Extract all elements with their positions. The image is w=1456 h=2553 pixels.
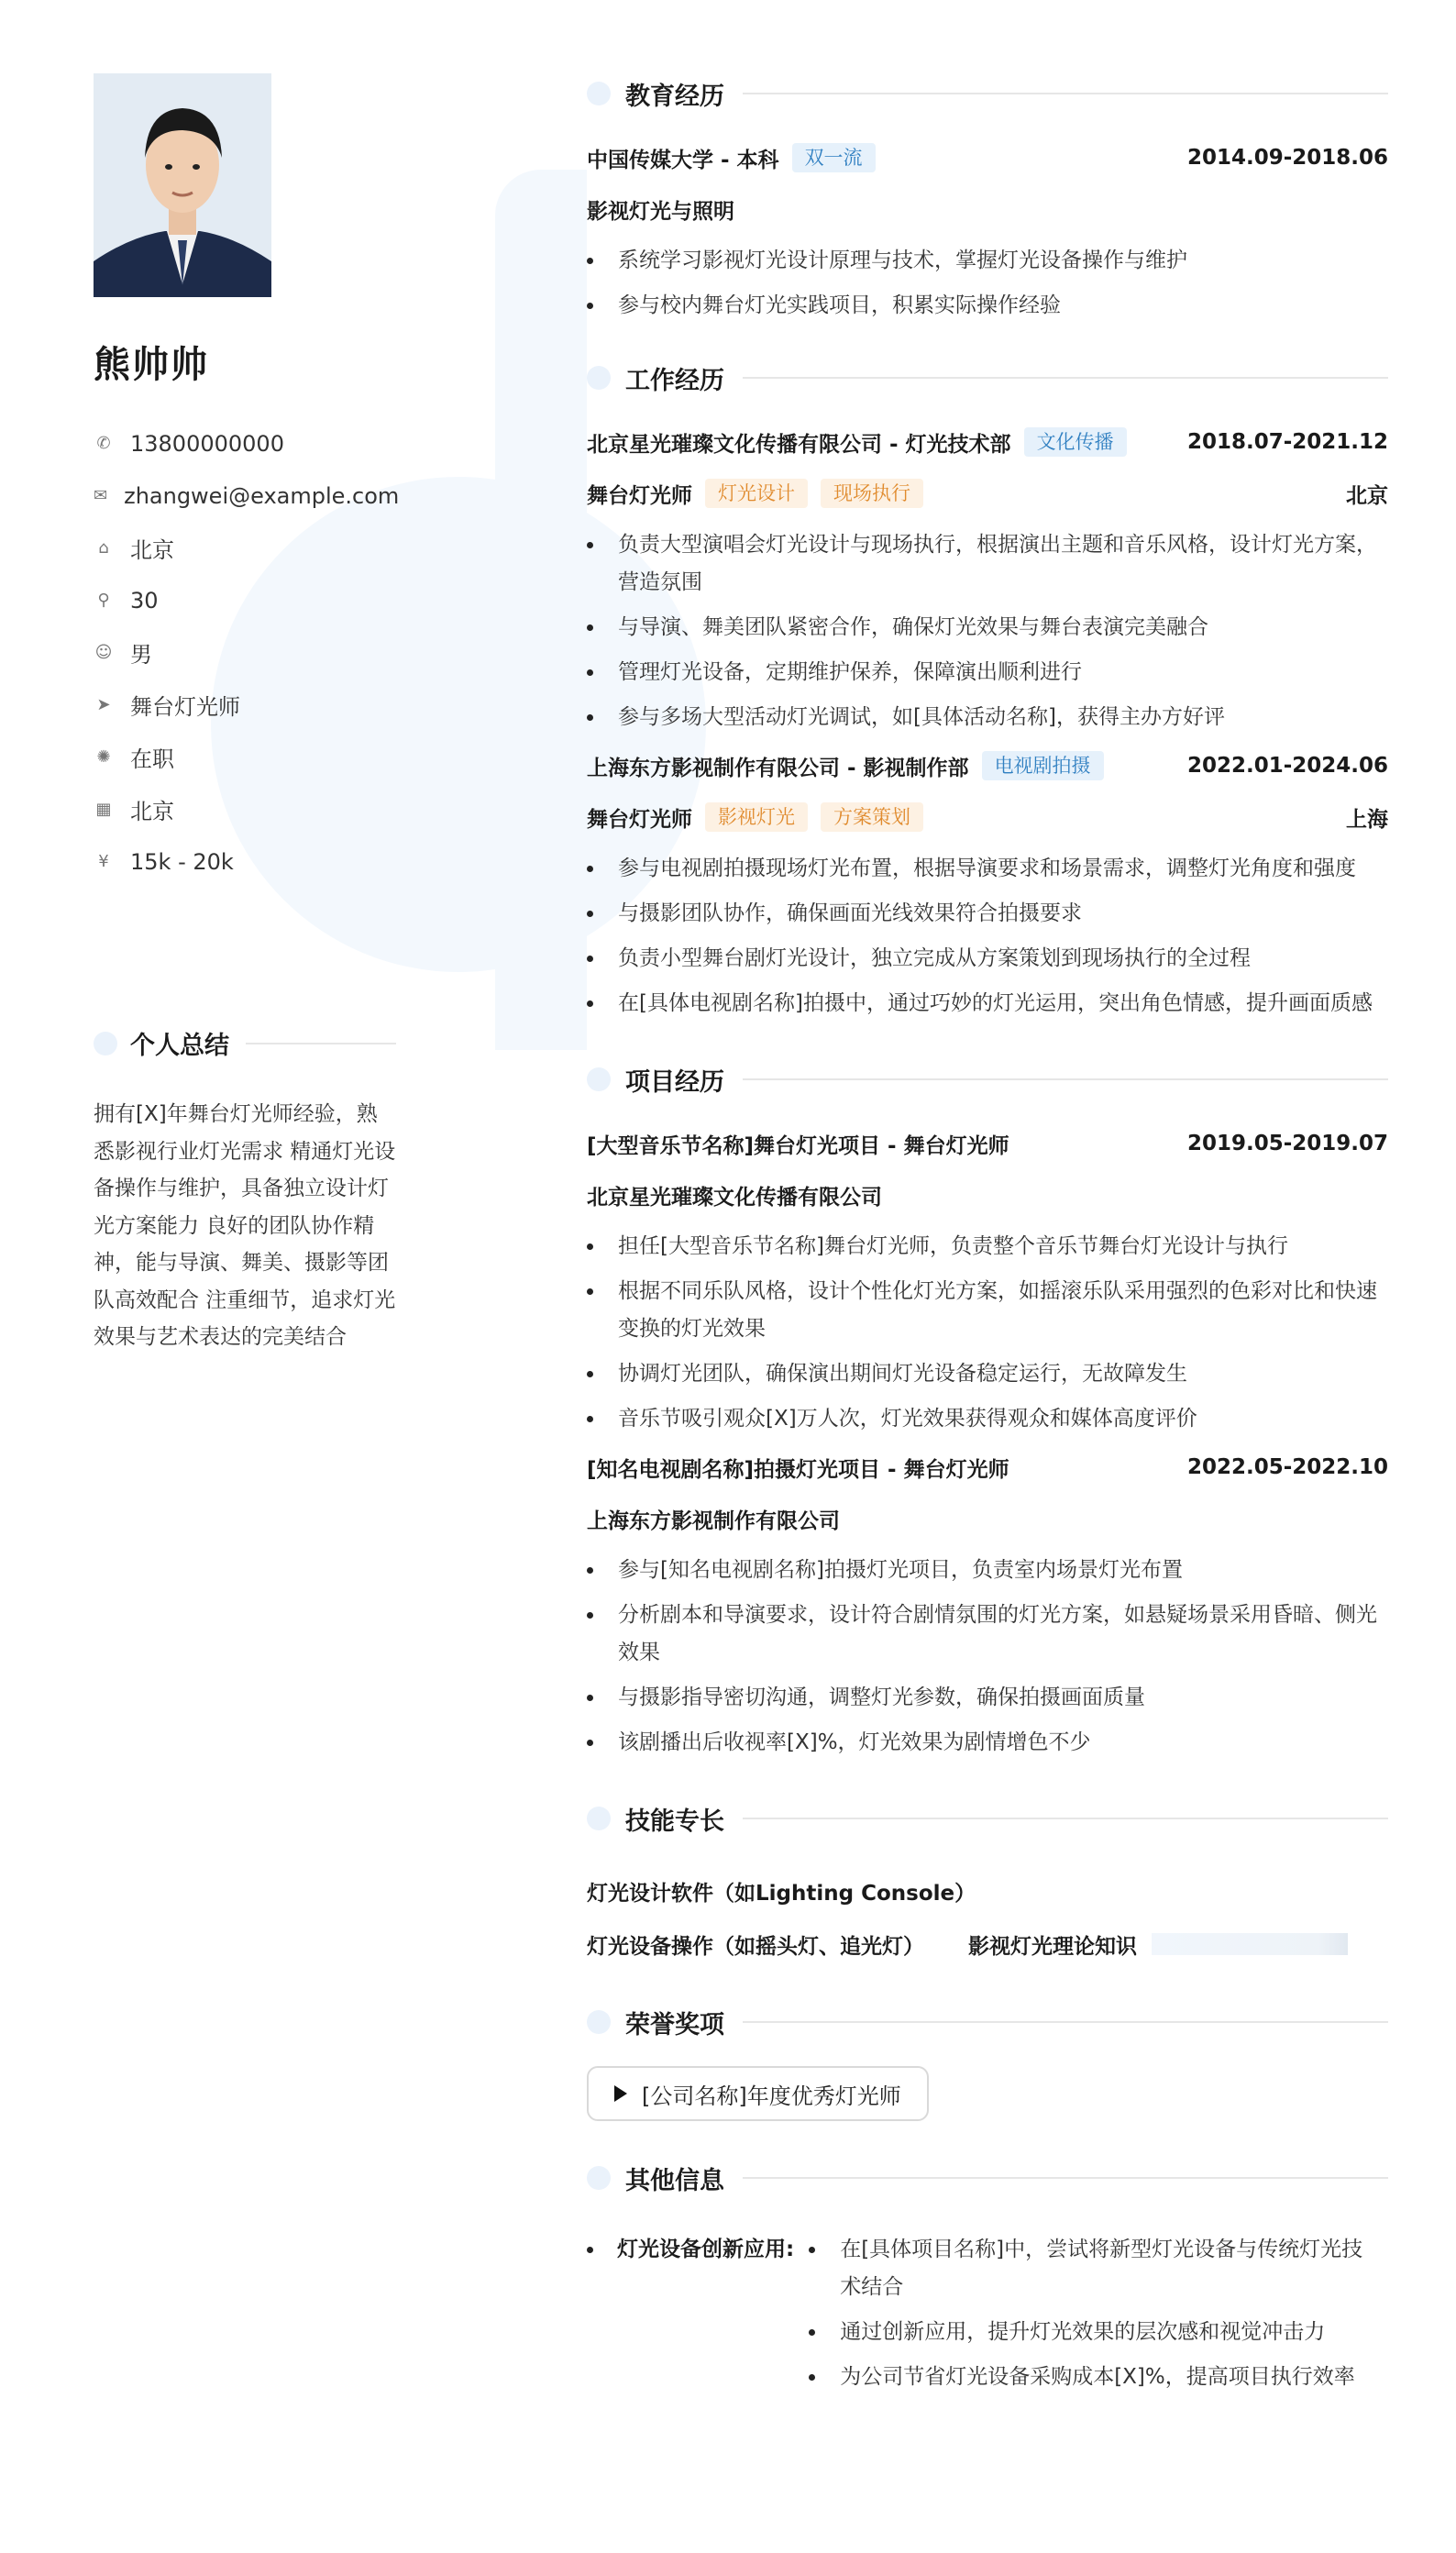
section-divider xyxy=(743,1078,1388,1080)
skill-tag: 现场执行 xyxy=(821,479,923,508)
project-header xyxy=(587,1451,1388,1484)
list-item: 该剧播出后收视率[X]%，灯光效果为剧情增色不少 xyxy=(587,1724,1388,1762)
section-dot-icon xyxy=(94,1032,117,1055)
main-content xyxy=(587,73,1388,2404)
company-name: 上海东方影视制作有限公司 - 影视制作部 xyxy=(587,756,969,780)
info-position: ➤ 舞台灯光师 xyxy=(94,679,396,731)
project-header xyxy=(587,1127,1388,1160)
candidate-name: 熊帅帅 xyxy=(94,344,209,386)
section-divider xyxy=(246,1043,396,1044)
company-name: 北京星光璀璨文化传播有限公司 - 灯光技术部 xyxy=(587,432,1011,457)
honor-item-toggle[interactable]: [公司名称]年度优秀灯光师 xyxy=(587,2066,929,2121)
section-divider xyxy=(743,2177,1388,2179)
list-item: 根据不同乐队风格，设计个性化灯光方案，如摇滚乐队采用强烈的色彩对比和快速变换的灯光效果 xyxy=(587,1273,1388,1348)
phone-icon: ✆ xyxy=(96,434,111,453)
skill-item: 灯光设计软件（如Lighting Console） xyxy=(587,1881,976,1906)
info-gender: ☺ 男 xyxy=(94,642,152,668)
gender-icon: ☺ xyxy=(94,643,113,662)
industry-tag: 文化传播 xyxy=(1024,427,1127,457)
list-item: 管理灯光设备，定期维护保养，保障演出顺利进行 xyxy=(587,654,1388,691)
education-major-row xyxy=(587,193,1388,226)
list-item: 分析剧本和导演要求，设计符合剧情氛围的灯光方案，如悬疑场景采用昏暗、侧光效果 xyxy=(587,1597,1388,1672)
section-dot-icon xyxy=(587,82,611,105)
list-item: 参与[知名电视剧名称]拍摄灯光项目，负责室内场景灯光布置 xyxy=(587,1552,1388,1589)
job-city: 北京 xyxy=(1346,483,1388,508)
education-date: 2014.09-2018.06 xyxy=(1186,146,1388,170)
info-location: ⌂ 北京 xyxy=(94,522,396,574)
skill-item: 影视灯光理论知识 xyxy=(968,1934,1137,1959)
section-divider xyxy=(743,93,1388,94)
list-item: 在[具体项目名称]中，尝试将新型灯光设备与传统灯光技术结合 xyxy=(809,2231,1377,2306)
info-age: ⚲ 30 xyxy=(94,574,396,626)
section-divider xyxy=(743,377,1388,379)
other-section-title: 其他信息 xyxy=(587,2158,1388,2198)
other-bullets xyxy=(809,2231,1377,2404)
project-date: 2019.05-2019.07 xyxy=(1186,1132,1388,1155)
section-dot-icon xyxy=(587,2166,611,2190)
school-tag: 双一流 xyxy=(792,143,876,172)
info-city: ▦ 北京 xyxy=(94,783,396,835)
play-triangle-icon xyxy=(614,2085,627,2102)
list-item: 与摄影指导密切沟通，调整灯光参数，确保拍摄画面质量 xyxy=(587,1679,1388,1717)
info-salary: ¥ 15k - 20k xyxy=(94,835,396,888)
project-org-row xyxy=(587,1502,1388,1535)
skills-section-title: 技能专长 xyxy=(587,1798,1388,1839)
list-item: 通过创新应用，提升灯光效果的层次感和视觉冲击力 xyxy=(809,2314,1377,2351)
project-bullets xyxy=(587,1552,1388,1762)
summary-section-title: 个人总结 xyxy=(94,1025,396,1061)
school-name: 中国传媒大学 - 本科 xyxy=(587,148,779,172)
contact-info-list xyxy=(94,417,400,888)
project-org: 北京星光璀璨文化传播有限公司 xyxy=(587,1185,882,1210)
project-bullets xyxy=(587,1228,1388,1438)
list-item: 参与电视剧拍摄现场灯光布置，根据导演要求和场景需求，调整灯光角度和强度 xyxy=(587,850,1388,888)
list-item: 与摄影团队协作，确保画面光线效果符合拍摄要求 xyxy=(587,895,1388,933)
education-bullets xyxy=(587,242,1388,325)
job-bullets xyxy=(587,850,1388,1022)
list-item: 与导演、舞美团队紧密合作，确保灯光效果与舞台表演完美融合 xyxy=(587,609,1388,647)
education-header xyxy=(587,141,1388,174)
job-date: 2018.07-2021.12 xyxy=(1186,430,1388,454)
project-date: 2022.05-2022.10 xyxy=(1186,1455,1388,1479)
home-icon: ⌂ xyxy=(98,538,109,558)
section-dot-icon xyxy=(587,1067,611,1091)
job-role: 舞台灯光师 xyxy=(587,483,692,508)
project-org-row xyxy=(587,1178,1388,1211)
summary-text: 拥有[X]年舞台灯光师经验，熟悉影视行业灯光需求 精通灯光设备操作与维护，具备独立设计灯光方案能力 良好的团队协作精神，能与导演、舞美、摄影等团队高效配合 注重细节，追求灯光效果与艺术表达的完美结合 xyxy=(94,1102,396,1349)
age-icon: ⚲ xyxy=(97,591,110,610)
job-header xyxy=(587,426,1388,459)
background-block xyxy=(495,170,587,1050)
list-item: 担任[大型音乐节名称]舞台灯光师，负责整个音乐节舞台灯光设计与执行 xyxy=(587,1228,1388,1265)
skill-tag: 方案策划 xyxy=(821,802,923,832)
skill-tag: 灯光设计 xyxy=(705,479,808,508)
info-phone: ✆ 13800000000 xyxy=(94,417,396,470)
work-section-title: 工作经历 xyxy=(587,358,1388,398)
salary-icon: ¥ xyxy=(98,852,109,871)
honors-section-title: 荣誉奖项 xyxy=(587,2002,1388,2042)
projects-section-title: 项目经历 xyxy=(587,1059,1388,1100)
info-email: ✉ zhangwei@example.com xyxy=(94,482,400,509)
skill-item: 灯光设备操作（如摇头灯、追光灯） xyxy=(587,1934,924,1959)
job-role-row xyxy=(587,801,1388,834)
section-dot-icon xyxy=(587,2010,611,2034)
skills-list xyxy=(587,1864,1388,1971)
status-icon: ✺ xyxy=(96,747,111,767)
job-header xyxy=(587,749,1388,782)
section-divider xyxy=(743,1818,1388,1819)
list-item: 协调灯光团队，确保演出期间灯光设备稳定运行，无故障发生 xyxy=(587,1355,1388,1393)
skill-level-bar xyxy=(1152,1918,1348,1971)
job-role-row xyxy=(587,477,1388,510)
job-city: 上海 xyxy=(1346,807,1388,832)
education-section-title: 教育经历 xyxy=(587,73,1388,114)
email-icon: ✉ xyxy=(94,486,108,505)
list-item: 在[具体电视剧名称]拍摄中，通过巧妙的灯光运用，突出角色情感，提升画面质感 xyxy=(587,985,1388,1022)
list-item: 参与校内舞台灯光实践项目，积累实际操作经验 xyxy=(587,287,1388,325)
city-icon: ▦ xyxy=(95,800,112,819)
avatar xyxy=(94,73,271,297)
bullet-icon xyxy=(587,2247,593,2253)
list-item: 负责大型演唱会灯光设计与现场执行，根据演出主题和音乐风格，设计灯光方案，营造氛围 xyxy=(587,526,1388,602)
major: 影视灯光与照明 xyxy=(587,199,734,224)
list-item: 系统学习影视灯光设计原理与技术，掌握灯光设备操作与维护 xyxy=(587,242,1388,280)
skill-tag: 影视灯光 xyxy=(705,802,808,832)
job-bullets xyxy=(587,526,1388,736)
industry-tag: 电视剧拍摄 xyxy=(982,751,1104,780)
sidebar xyxy=(94,73,400,1356)
list-item: 音乐节吸引观众[X]万人次，灯光效果获得观众和媒体高度评价 xyxy=(587,1400,1388,1438)
section-dot-icon xyxy=(587,366,611,390)
job-role: 舞台灯光师 xyxy=(587,807,692,832)
position-icon: ➤ xyxy=(96,695,111,714)
section-dot-icon xyxy=(587,1807,611,1830)
project-name: [知名电视剧名称]拍摄灯光项目 - 舞台灯光师 xyxy=(587,1457,1009,1482)
job-date: 2022.01-2024.06 xyxy=(1186,754,1388,778)
list-item: 为公司节省灯光设备采购成本[X]%，提高项目执行效率 xyxy=(809,2359,1377,2396)
section-divider xyxy=(743,2021,1388,2023)
project-org: 上海东方影视制作有限公司 xyxy=(587,1509,840,1533)
list-item: 参与多场大型活动灯光调试，如[具体活动名称]，获得主办方好评 xyxy=(587,699,1388,736)
project-name: [大型音乐节名称]舞台灯光项目 - 舞台灯光师 xyxy=(587,1133,1009,1158)
list-item: 负责小型舞台剧灯光设计，独立完成从方案策划到现场执行的全过程 xyxy=(587,940,1388,978)
other-label: 灯光设备创新应用: xyxy=(617,2238,795,2261)
info-status: ✺ 在职 xyxy=(94,731,396,783)
other-info-block xyxy=(587,2231,1388,2404)
